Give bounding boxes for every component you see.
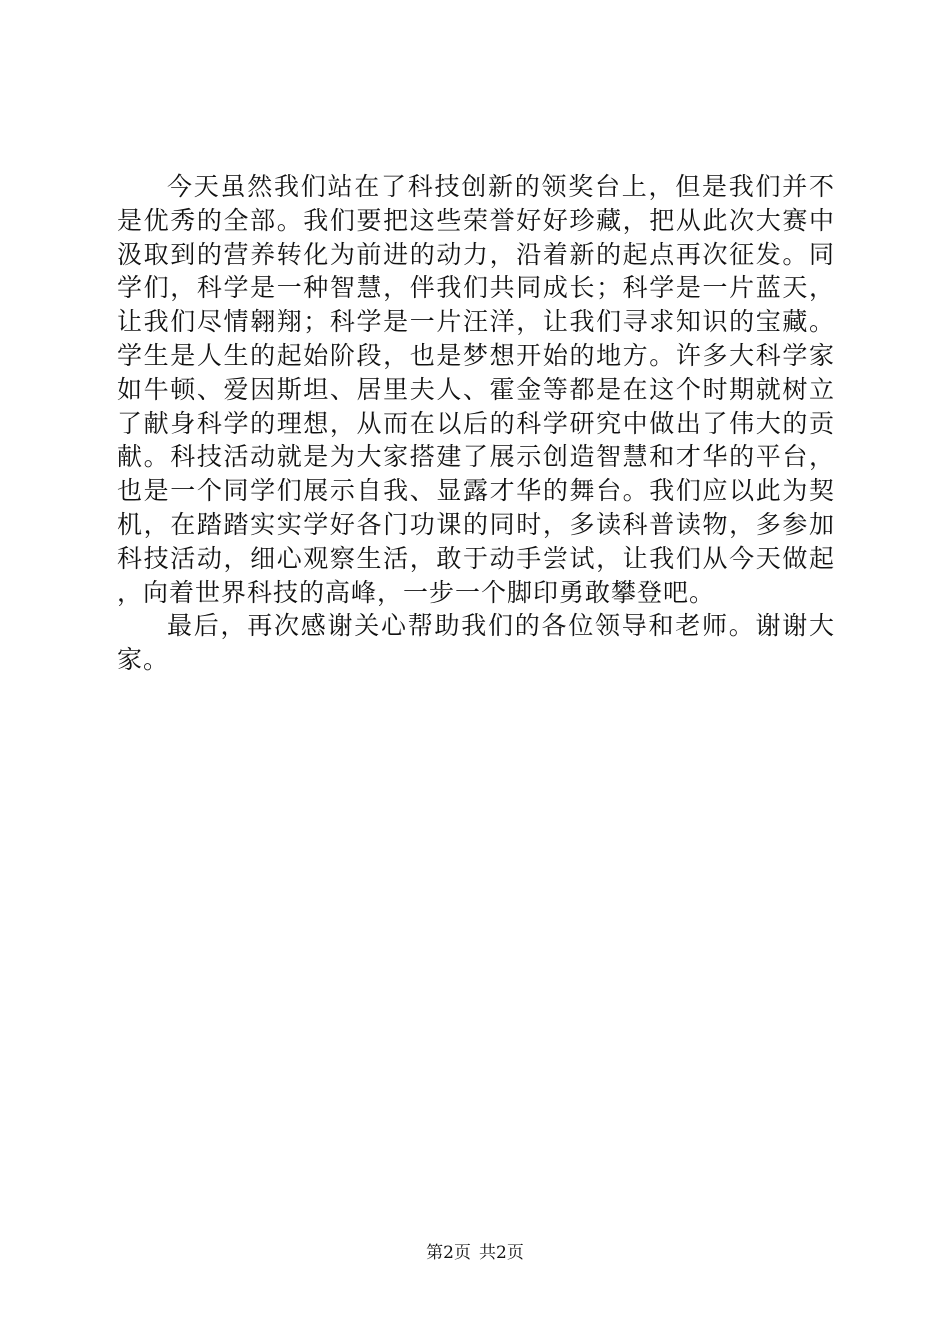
page-total: 共2页 (479, 1243, 524, 1263)
body-paragraph-2: 最后，再次感谢关心帮助我们的各位领导和老师。谢谢大家。 (117, 611, 835, 675)
page-number: 第2页 (426, 1243, 471, 1263)
body-paragraph-1: 今天虽然我们站在了科技创新的领奖台上，但是我们并不是优秀的全部。我们要把这些荣誉好好珍藏，把从此次大赛中汲取到的营养转化为前进的动力，沿着新的起点再次征发。同学们，科学是一种智慧，伴我们共同成长；科学是一片蓝天，让我们尽情翱翔；科学是一片汪洋，让我们寻求知识的宝藏。学生是人生的起始阶段，也是梦想开始的地方。许多大科学家如牛顿、爱因斯坦、居里夫人、霍金等都是在这个时期就树立了献身科学的理想，从而在以后的科学研究中做出了伟大的贡献。科技活动就是为大家搭建了展示创造智慧和才华的平台，也是一个同学们展示自我、显露才华的舞台。我们应以此为契机，在踏踏实实学好各门功课的同时，多读科普读物，多参加科技活动，细心观察生活，敢于动手尝试，让我们从今天做起，向着世界科技的高峰，一步一个脚印勇敢攀登吧。 (117, 172, 835, 607)
document-body (117, 170, 835, 677)
page-footer (0, 1242, 950, 1264)
